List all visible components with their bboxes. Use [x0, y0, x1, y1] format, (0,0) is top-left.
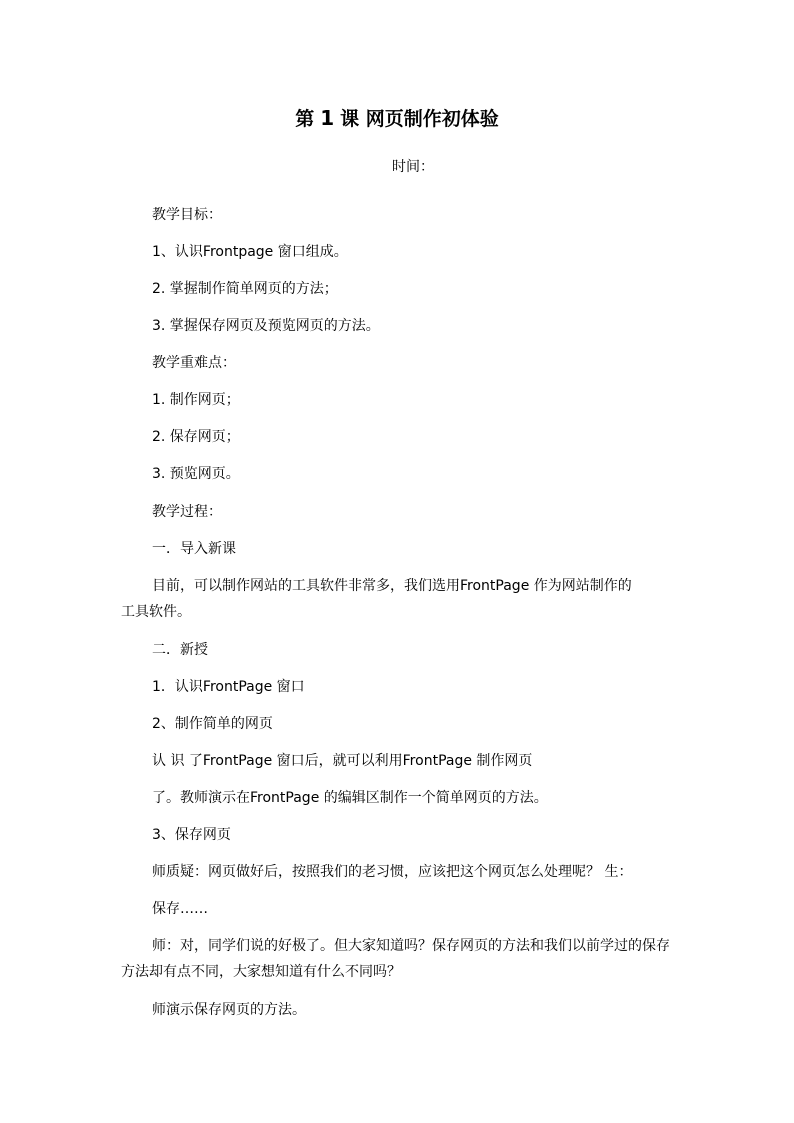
- time-label: 时间：: [392, 159, 434, 175]
- title-number: 1: [320, 106, 335, 130]
- section1-paragraph-line: 工具软件。: [121, 604, 191, 620]
- item2-paragraph-line: 了。教师演示在FrontPage 的编辑区制作一个简单网页的方法。: [152, 790, 548, 806]
- objective-item: 2. 掌握制作简单网页的方法；: [152, 281, 338, 297]
- item3-paragraph-line: 师演示保存网页的方法。: [152, 1002, 306, 1018]
- section1-heading: 一．导入新课: [152, 541, 236, 557]
- section1-paragraph-line: 目前，可以制作网站的工具软件非常多，我们选用FrontPage 作为网站制作的: [152, 578, 632, 594]
- title-suffix: 课 网页制作初体验: [340, 108, 499, 130]
- item3-heading: 3、保存网页: [152, 827, 231, 843]
- item3-paragraph-line: 保存……: [152, 901, 208, 917]
- title-prefix: 第: [295, 108, 315, 130]
- item1-heading: 1．认识FrontPage 窗口: [152, 679, 305, 695]
- key-points-heading: 教学重难点：: [152, 355, 236, 371]
- lesson-title: [0, 105, 794, 132]
- objective-item: 3. 掌握保存网页及预览网页的方法。: [152, 318, 380, 334]
- process-heading: 教学过程：: [152, 504, 222, 520]
- item3-paragraph-line: 方法却有点不同，大家想知道有什么不同吗？: [121, 964, 401, 980]
- key-point-item: 1. 制作网页；: [152, 392, 240, 408]
- item2-paragraph-line: 认 识 了FrontPage 窗口后，就可以利用FrontPage 制作网页: [152, 753, 533, 769]
- item3-paragraph-line: 师质疑：网页做好后，按照我们的老习惯，应该把这个网页怎么处理呢？ 生：: [152, 864, 633, 880]
- item3-paragraph-line: 师：对，同学们说的好极了。但大家知道吗？保存网页的方法和我们以前学过的保存: [152, 938, 670, 954]
- key-point-item: 3. 预览网页。: [152, 466, 240, 482]
- item2-heading: 2、制作简单的网页: [152, 716, 273, 732]
- objectives-heading: 教学目标：: [152, 207, 222, 223]
- section2-heading: 二．新授: [152, 642, 208, 658]
- key-point-item: 2. 保存网页；: [152, 429, 240, 445]
- objective-item: 1、认识Frontpage 窗口组成。: [152, 244, 348, 260]
